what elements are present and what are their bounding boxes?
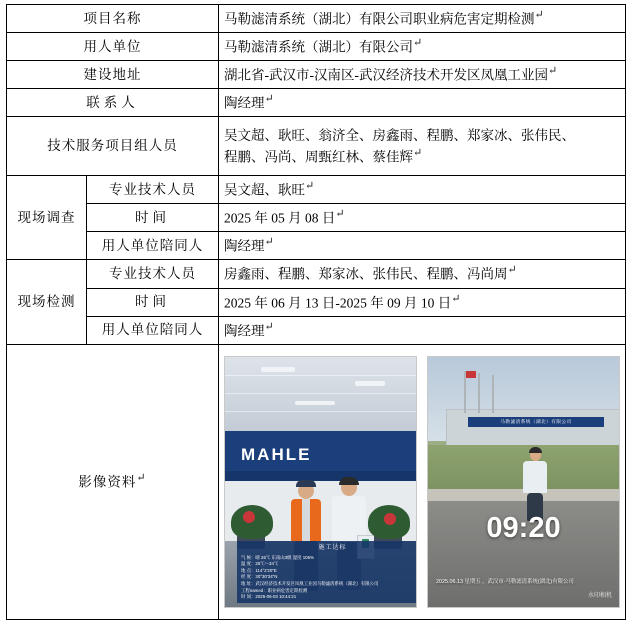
edit-mark-icon: ↵ xyxy=(507,264,517,277)
survey-companion-text: 陶经理 xyxy=(224,238,265,254)
flag xyxy=(466,371,476,378)
row-label-employer: 用人单位 xyxy=(7,33,219,61)
tech-team-line-2 xyxy=(224,146,620,167)
panel-line: 气 候：晴 26℃ 东南山3级 湿度 105% xyxy=(241,554,314,560)
mahle-logo: MAHLE xyxy=(241,444,312,464)
tech-team-line-1: 吴文超、耿旺、翁济全、房鑫雨、程鹏、郑家冰、张伟民、 xyxy=(224,127,575,143)
employer-text: 马勒滤清系统（湖北）有限公司 xyxy=(224,39,413,55)
table-row xyxy=(7,232,626,260)
edit-mark-icon: ↵ xyxy=(264,236,274,249)
table-row xyxy=(7,344,626,619)
ceiling-line xyxy=(225,411,416,412)
ceiling-light xyxy=(261,367,295,372)
media-photos-cell xyxy=(219,344,626,619)
row-label-address: 建设地址 xyxy=(7,61,219,89)
row-label-project-name: 项目名称 xyxy=(7,5,219,33)
tech-team-line-2-text: 程鹏、冯尚、周甄红林、蔡佳辉 xyxy=(224,149,413,164)
ceiling-line xyxy=(225,375,416,376)
flag-pole xyxy=(478,373,480,413)
person-hair xyxy=(339,477,359,485)
table-row xyxy=(7,61,626,89)
photo-info-panel xyxy=(237,541,417,603)
row-label-contact: 联系人 xyxy=(7,89,219,117)
edit-mark-icon: ↵ xyxy=(413,37,423,50)
panel-line: 地 点：114°2'20"E xyxy=(241,567,277,573)
survey-staff-text: 吴文超、耿旺 xyxy=(224,182,305,198)
row-label-survey-time: 时间 xyxy=(87,204,219,232)
table-row xyxy=(7,33,626,61)
inspection-info-table xyxy=(6,4,626,620)
row-value-survey-staff xyxy=(219,176,626,204)
plant-flower xyxy=(384,513,396,525)
edit-mark-icon: ↵ xyxy=(548,65,558,78)
group-label-site-survey: 现场调查 xyxy=(7,176,87,260)
person-shirt xyxy=(523,461,547,493)
row-label-survey-staff: 专业技术人员 xyxy=(87,176,219,204)
photo-building xyxy=(446,409,620,447)
timestamp-overlay: 09:20 xyxy=(486,511,561,544)
row-label-test-time: 时间 xyxy=(87,288,219,316)
panel-line: 工程named：职业病危害定期检测 xyxy=(241,587,308,593)
edit-mark-icon: ↵ xyxy=(264,320,274,333)
row-value-test-companion xyxy=(219,316,626,344)
panel-line: 温 度：25℃～34℃ xyxy=(241,561,279,567)
row-value-test-staff xyxy=(219,260,626,288)
table-row xyxy=(7,288,626,316)
row-label-media xyxy=(7,344,219,619)
person-shirt xyxy=(302,499,310,541)
edit-mark-icon: ↵ xyxy=(264,93,274,106)
project-name-text: 马勒滤清系统（湖北）有限公司职业病危害定期检测 xyxy=(224,11,535,27)
survey-time-text: 2025 年 05 月 08 日 xyxy=(224,210,336,226)
panel-title: 施工达标 xyxy=(318,544,347,551)
person-cap xyxy=(296,480,316,487)
panel-line: 经 度：30°30'34"N xyxy=(241,574,278,580)
table-row xyxy=(7,316,626,344)
row-label-tech-team: 技术服务项目组人员 xyxy=(7,117,219,176)
test-time-text: 2025 年 06 月 13 日-2025 年 09 月 10 日 xyxy=(224,295,452,310)
contact-text: 陶经理 xyxy=(224,95,265,111)
row-label-survey-companion: 用人单位陪同人 xyxy=(87,232,219,260)
photo-ceiling xyxy=(225,357,416,431)
flag-pole xyxy=(492,375,494,413)
table-row xyxy=(7,5,626,33)
address-text: 湖北省-武汉市-汉南区-武汉经济技术开发区凤凰工业园 xyxy=(224,67,548,83)
edit-mark-icon: ↵ xyxy=(534,9,544,21)
photo-row xyxy=(224,356,620,608)
row-value-survey-time xyxy=(219,204,626,232)
table-row xyxy=(7,176,626,204)
edit-mark-icon: ↵ xyxy=(451,292,461,305)
row-value-address xyxy=(219,61,626,89)
panel-line: 地 址：武汉经济技术开发区凤凰工业园马勒滤清系统（湖北）有限公司 xyxy=(241,581,379,587)
group-label-site-test: 现场检测 xyxy=(7,260,87,344)
test-companion-text: 陶经理 xyxy=(224,323,265,339)
test-staff-text: 房鑫雨、程鹏、郑家冰、张伟民、程鹏、冯尚周 xyxy=(224,266,508,282)
ceiling-light xyxy=(355,381,385,386)
edit-mark-icon: ↵ xyxy=(136,472,147,485)
row-value-tech-team xyxy=(219,117,626,176)
ceiling-light xyxy=(295,401,335,405)
row-value-contact xyxy=(219,89,626,117)
building-sign: 马勒滤清系统（湖北）有限公司 xyxy=(468,417,604,427)
ceiling-line xyxy=(225,393,416,394)
row-value-survey-companion xyxy=(219,232,626,260)
media-label-text: 影像资料 xyxy=(78,474,137,490)
row-value-test-time xyxy=(219,288,626,316)
watermark-label: 水印相机 xyxy=(587,592,612,599)
edit-mark-icon: ↵ xyxy=(335,208,345,221)
photo-site-survey[interactable] xyxy=(224,356,417,608)
photo-stamp: 2025.06.13 星期五 ，武汉市·马勒滤清系统(湖北)有限公司 xyxy=(436,578,574,585)
table-row xyxy=(7,117,626,176)
edit-mark-icon: ↵ xyxy=(305,180,315,193)
table-row xyxy=(7,260,626,288)
row-label-test-companion: 用人单位陪同人 xyxy=(87,316,219,344)
plant-flower xyxy=(243,511,255,523)
row-value-project-name xyxy=(219,5,626,33)
panel-line: 时 间：2025-06-03 10:44:21 xyxy=(241,594,297,600)
row-label-test-staff: 专业技术人员 xyxy=(87,260,219,288)
edit-mark-icon: ↵ xyxy=(413,146,423,159)
row-value-employer xyxy=(219,33,626,61)
table-row xyxy=(7,204,626,232)
photo-blue-band-lower xyxy=(225,471,416,481)
table-row xyxy=(7,89,626,117)
photo-site-test[interactable] xyxy=(427,356,620,608)
